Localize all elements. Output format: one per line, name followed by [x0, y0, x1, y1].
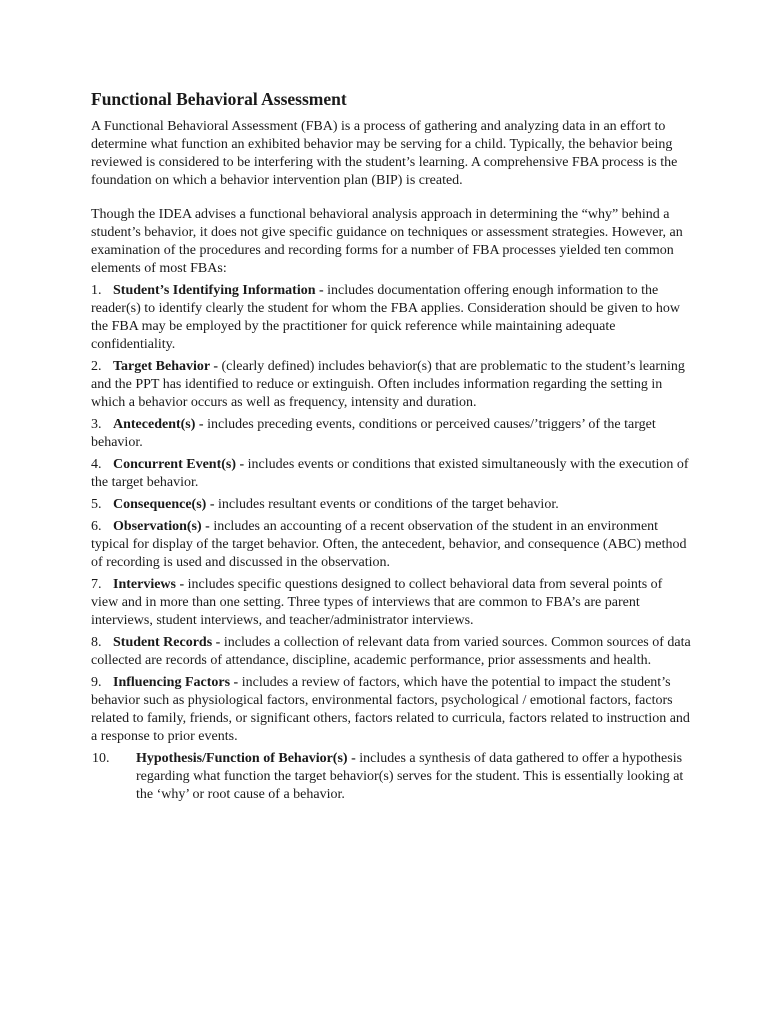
item-text: (clearly defined) includes behavior(s) that are problematic to the student’s learning and the PPT has identified to reduce or extinguish. Often includes information regarding the setting in which a behavior occurs as well as frequency, intensity and duration. — [91, 359, 685, 410]
item-number: 4. — [91, 457, 102, 472]
item-text: includes an accounting of a recent observation of the student in an environment typical for display of the target behavior. Often, the antecedent, behavior, and consequence (ABC) method of recording is used and discussed in the observation. — [91, 519, 687, 570]
item-text: includes preceding events, conditions or perceived causes/’triggers’ of the target behavior. — [91, 417, 656, 450]
item-text: includes a collection of relevant data from varied sources. Common sources of data collected are records of attendance, discipline, academic performance, prior assessments and health. — [91, 635, 691, 668]
item-number: 3. — [91, 417, 102, 432]
item-number: 5. — [91, 497, 102, 512]
list-item — [91, 358, 691, 412]
item-term: Student’s Identifying Information - — [113, 283, 324, 298]
item-term: Consequence(s) - — [113, 497, 215, 512]
list-item — [91, 634, 691, 670]
item-text: includes resultant events or conditions of the target behavior. — [214, 497, 559, 512]
document-title: Functional Behavioral Assessment — [91, 89, 347, 109]
intro-paragraph-2: Though the IDEA advises a functional behavioral analysis approach in determining the “why” behind a student’s behavior, it does not give specific guidance on techniques or assessment strategies. However, an examination of the procedures and recording forms for a number of FBA processes yielded ten common elements of most FBAs: — [91, 207, 683, 276]
item-number: 7. — [91, 577, 102, 592]
item-number: 10. — [92, 751, 110, 766]
item-text: includes a review of factors, which have the potential to impact the student’s behavior such as physiological factors, environmental factors, psychological / emotional factors, factors related to family, friends, or significant others, factors related to curricula, factors related to instruction and a response to prior events. — [91, 675, 690, 744]
list-item — [91, 518, 691, 572]
list-item — [91, 282, 691, 354]
item-term: Observation(s) - — [113, 519, 210, 534]
item-text: includes documentation offering enough information to the reader(s) to identify clearly the student for whom the FBA applies. Consideration should be given to how the FBA may be employed by the practitioner for quick reference while maintaining adequate confidentiality. — [91, 283, 681, 352]
item-text: includes a synthesis of data gathered to offer a hypothesis regarding what function the target behavior(s) serves for the student. This is essentially looking at the ‘why’ or root cause of a behavior. — [136, 751, 684, 802]
item-term: Hypothesis/Function of Behavior(s) - — [136, 751, 356, 766]
item-number: 8. — [91, 635, 102, 650]
item-number: 9. — [91, 675, 102, 690]
item-term: Antecedent(s) - — [113, 417, 204, 432]
item-term: Student Records - — [113, 635, 221, 650]
item-term: Concurrent Event(s) - — [113, 457, 245, 472]
item-number: 2. — [91, 359, 102, 374]
item-term: Influencing Factors - — [113, 675, 239, 690]
item-term: Interviews - — [113, 577, 185, 592]
item-term: Target Behavior - — [113, 359, 218, 374]
list-item — [91, 456, 691, 492]
fba-elements-list — [91, 282, 691, 804]
item-text: includes events or conditions that existed simultaneously with the execution of the target behavior. — [91, 457, 689, 490]
list-item — [91, 674, 691, 746]
list-item — [91, 750, 691, 804]
list-item — [91, 416, 691, 452]
intro-paragraph-1: A Functional Behavioral Assessment (FBA) is a process of gathering and analyzing data in an effort to determine what function an exhibited behavior may be serving for a child. Typically, the behavior being reviewed is considered to be interfering with the student’s learning. A comprehensive FBA process is the foundation on which a behavior intervention plan (BIP) is created. — [91, 119, 678, 188]
list-item — [91, 576, 691, 630]
item-number: 6. — [91, 519, 102, 534]
list-item — [91, 496, 691, 514]
item-number: 1. — [91, 283, 102, 298]
item-text: includes specific questions designed to collect behavioral data from several points of view and in more than one setting. Three types of interviews that are common to FBA’s are parent interviews, student interviews, and teacher/administrator interviews. — [91, 577, 663, 628]
document-page — [91, 88, 691, 808]
